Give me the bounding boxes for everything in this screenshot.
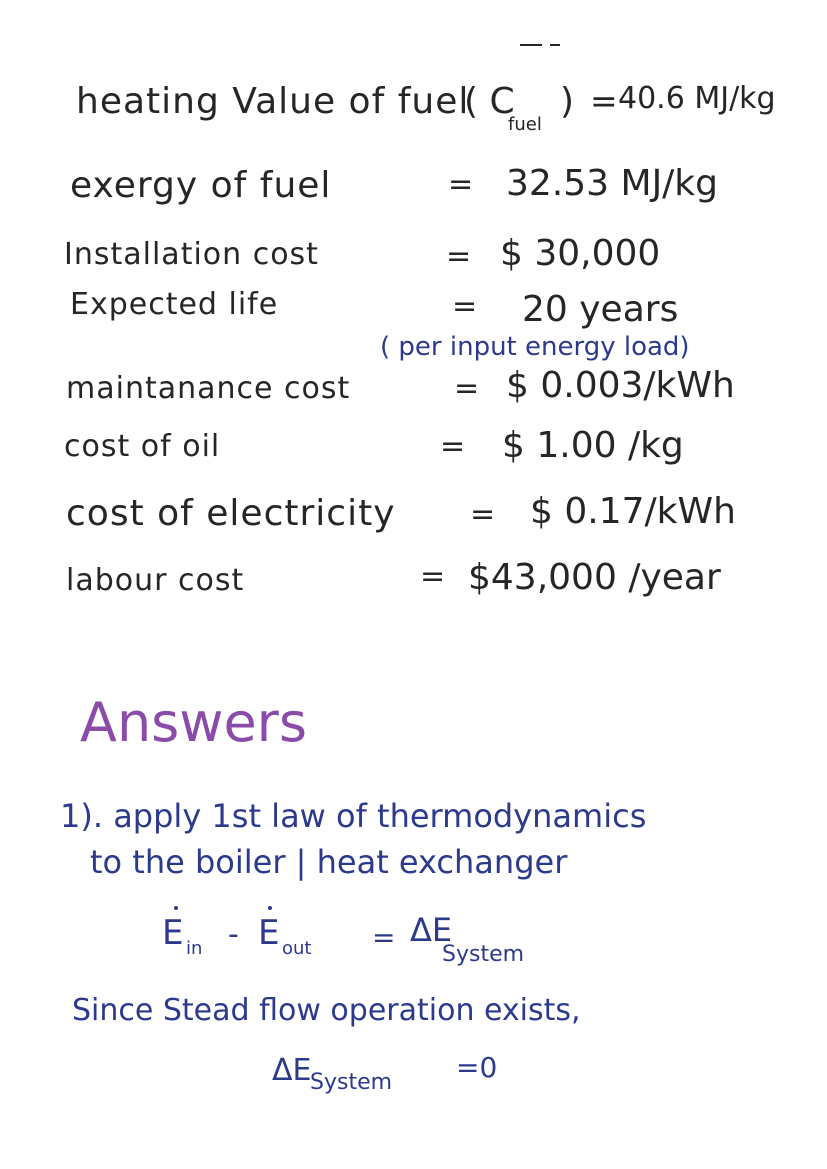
row-equals: = [448, 167, 474, 202]
row-value: 40.6 MJ/kg [618, 81, 776, 116]
delta-e-system: ΔE [272, 1053, 312, 1088]
row-paren-close: ) [560, 81, 575, 122]
equals-zero: =0 [456, 1051, 498, 1084]
e-in-dot [174, 906, 178, 910]
row-label: labour cost [66, 563, 245, 598]
e-in: E [162, 913, 184, 953]
row-label: exergy of fuel [70, 165, 332, 206]
row-equals: = [452, 289, 478, 324]
row-paren-open: ( C [464, 81, 515, 122]
row-label: Expected life [70, 287, 279, 322]
step1-line2: to the boiler | heat exchanger [90, 843, 568, 881]
note-text: ( per input energy load) [380, 332, 690, 362]
delta-e-system-sub: System [442, 942, 525, 967]
row-value: 32.53 MJ/kg [506, 163, 719, 204]
row-value: 20 years [522, 289, 679, 330]
minus-sign: - [228, 917, 239, 952]
row-equals: = [440, 429, 466, 464]
row-label: heating Value of fuel [76, 81, 470, 122]
row-label: maintanance cost [66, 371, 351, 406]
step1-line1: 1). apply 1st law of thermodynamics [60, 797, 647, 835]
row-equals: = [590, 81, 618, 120]
row-value: $ 0.003/kWh [506, 365, 735, 406]
row-value: $43,000 /year [468, 557, 721, 598]
steady-flow-line: Since Stead flow operation exists, [72, 993, 581, 1028]
row-subscript: fuel [508, 114, 542, 135]
e-in-sub: in [186, 938, 203, 959]
delta-e-system: ΔE [410, 911, 453, 949]
answers-heading: Answers [80, 691, 308, 754]
equals-sign: = [372, 921, 396, 954]
row-equals: = [446, 239, 472, 274]
row-equals: = [420, 559, 446, 594]
e-out-dot [268, 906, 272, 910]
row-label: cost of oil [64, 429, 221, 464]
e-out: E [258, 913, 280, 953]
row-label: cost of electricity [66, 493, 396, 534]
row-value: $ 0.17/kWh [530, 491, 736, 532]
row-label: Installation cost [64, 237, 319, 272]
row-equals: = [454, 371, 480, 406]
cut-off-top-mark [520, 44, 570, 48]
row-equals: = [470, 497, 496, 532]
row-value: $ 1.00 /kg [502, 425, 684, 466]
e-out-sub: out [282, 938, 312, 959]
delta-e-system-sub: System [310, 1070, 393, 1095]
row-value: $ 30,000 [500, 233, 661, 274]
